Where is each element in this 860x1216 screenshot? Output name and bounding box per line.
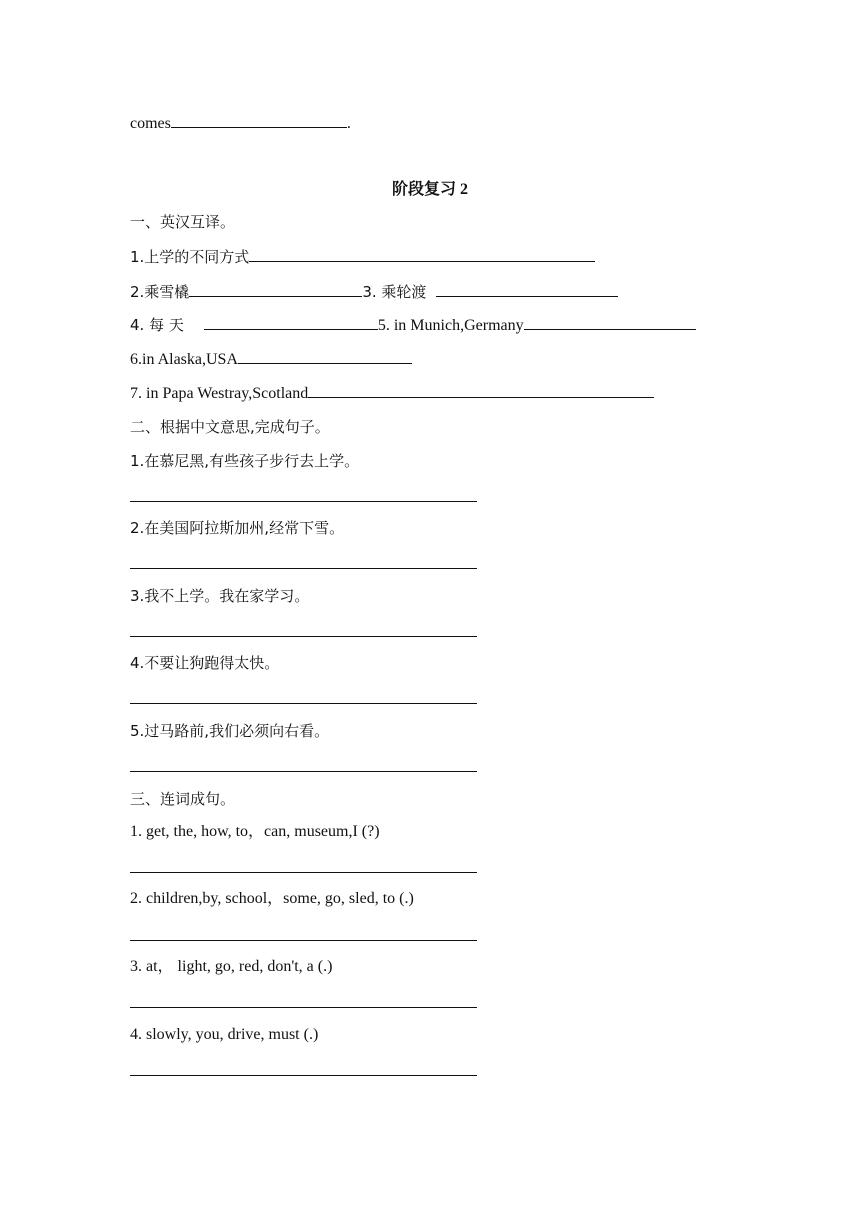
answer-blank[interactable]	[308, 383, 654, 398]
s1-item-5-text: 5. in Munich,Germany	[377, 317, 524, 334]
answer-blank[interactable]	[436, 282, 618, 297]
answer-blank[interactable]	[249, 247, 595, 262]
answer-blank[interactable]	[238, 349, 412, 364]
section1-heading: 一、英汉互译。	[130, 213, 236, 231]
top-fragment-text: comes	[130, 115, 171, 132]
page-title: 阶段复习 2	[391, 181, 468, 198]
top-fragment	[130, 113, 351, 133]
answer-blank[interactable]	[204, 315, 378, 330]
answer-line[interactable]	[130, 568, 477, 569]
s1-item-1-text: 1.上学的不同方式	[130, 248, 250, 266]
s1-item-7-text: 7. in Papa Westray,Scotland	[130, 385, 309, 402]
answer-line[interactable]	[130, 1007, 477, 1008]
s1-item-1	[130, 247, 595, 267]
s1-item-4-text: 4. 每 天	[130, 316, 184, 334]
answer-line[interactable]	[130, 771, 477, 772]
s2-item-3: 3.我不上学。我在家学习。	[130, 587, 310, 605]
top-fragment-end: .	[346, 115, 351, 132]
s2-item-5: 5.过马路前,我们必须向右看。	[130, 722, 330, 740]
answer-line[interactable]	[130, 940, 477, 941]
s1-item-6-text: 6.in Alaska,USA	[130, 351, 238, 368]
section2-heading: 二、根据中文意思,完成句子。	[130, 418, 330, 436]
s3-item-1: 1. get, the, how, to，can, museum,I (?)	[130, 823, 380, 840]
s2-item-1: 1.在慕尼黑,有些孩子步行去上学。	[130, 452, 360, 470]
answer-blank[interactable]	[171, 113, 347, 128]
answer-line[interactable]	[130, 1075, 477, 1076]
s3-item-4: 4. slowly, you, drive, must (.)	[130, 1026, 319, 1043]
s1-item-6	[130, 349, 412, 369]
s2-item-4: 4.不要让狗跑得太快。	[130, 654, 280, 672]
section3-heading: 三、连词成句。	[130, 790, 236, 808]
answer-line[interactable]	[130, 636, 477, 637]
answer-line[interactable]	[130, 703, 477, 704]
answer-blank[interactable]	[189, 282, 362, 297]
s1-item-4-5	[130, 315, 696, 335]
s1-item-7	[130, 383, 654, 403]
s1-item-2-3	[130, 282, 618, 302]
s3-item-2: 2. children,by, school，some, go, sled, to (.)	[130, 890, 414, 907]
s1-item-3-text: 3. 乘轮渡	[362, 283, 427, 301]
s3-item-3: 3. at， light, go, red, don't, a (.)	[130, 958, 333, 975]
s1-item-2-text: 2.乘雪橇	[130, 283, 190, 301]
answer-line[interactable]	[130, 501, 477, 502]
answer-blank[interactable]	[524, 315, 696, 330]
answer-line[interactable]	[130, 872, 477, 873]
s2-item-2: 2.在美国阿拉斯加州,经常下雪。	[130, 519, 345, 537]
